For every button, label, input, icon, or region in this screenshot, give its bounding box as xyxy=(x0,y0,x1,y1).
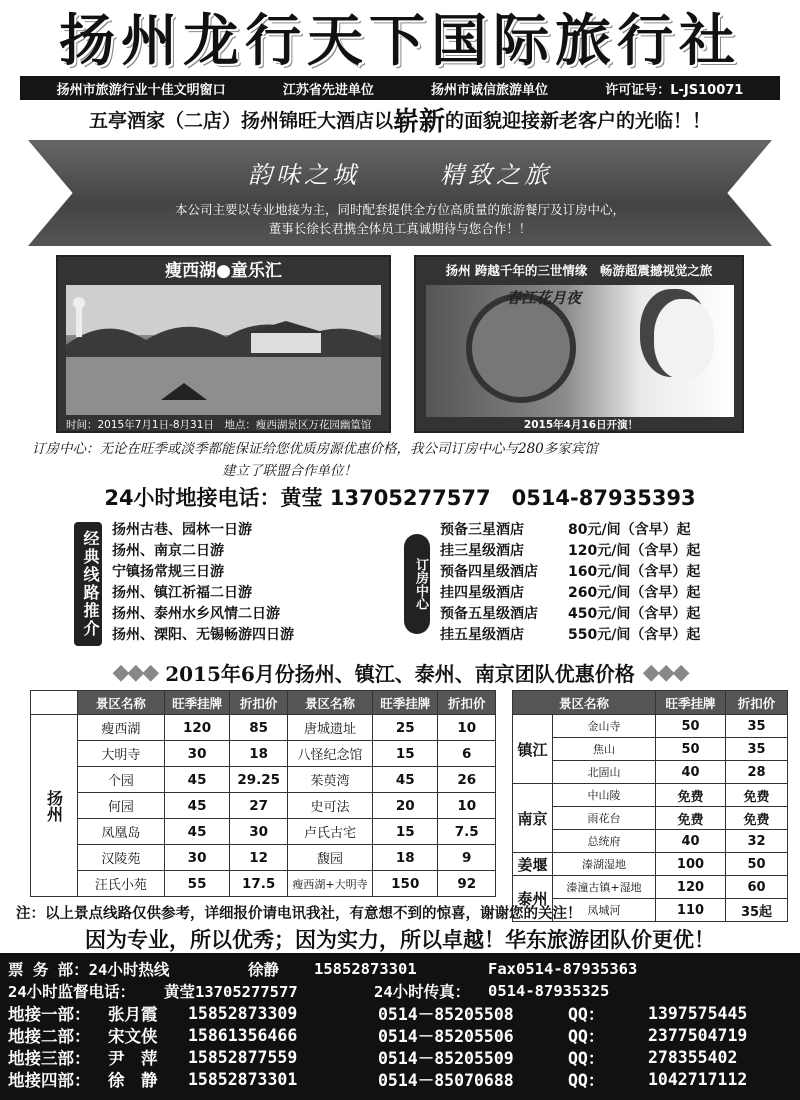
welcome-line xyxy=(10,104,790,137)
route-item: 扬州、南京二日游 xyxy=(112,543,224,559)
agency-title: 扬州龙行天下国际旅行社 xyxy=(59,8,741,74)
dept-contact-line xyxy=(8,1002,792,1024)
table-row xyxy=(31,793,496,819)
list-price-cell: 45 xyxy=(164,819,229,845)
dept-name: 尹 萍 xyxy=(108,1049,158,1068)
table-row xyxy=(513,807,788,830)
ticket-line xyxy=(8,958,792,980)
list-price-cell: 40 xyxy=(656,830,726,853)
cred-3: 扬州市诚信旅游单位 xyxy=(431,82,549,98)
city-cell: 姜堰 xyxy=(513,853,553,876)
credentials-bar xyxy=(20,76,780,100)
list-price-cell: 15 xyxy=(373,741,438,767)
ticket-label: 票 务 部：24小时热线 xyxy=(8,961,170,979)
cred-1: 扬州市旅游行业十佳文明窗口 xyxy=(56,82,226,98)
ticket-phone: 15852873301 xyxy=(314,960,417,978)
list-price-cell: 30 xyxy=(164,845,229,871)
routes-label: 经典线路推介 xyxy=(74,522,102,646)
dept-qq: QQ： xyxy=(568,1071,605,1090)
dept-contact-line xyxy=(8,1068,792,1090)
table-row xyxy=(31,819,496,845)
list-price-cell: 25 xyxy=(373,715,438,741)
promo-title: 2015年6月份扬州、镇江、泰州、南京团队优惠价格 xyxy=(165,661,635,686)
welcome-pre: 五亭酒家（二店）扬州锦旺大酒店以 xyxy=(88,109,393,132)
city-cell: 扬州 xyxy=(31,715,78,897)
discount-price-cell: 60 xyxy=(726,876,788,899)
routes-list xyxy=(112,520,294,646)
company-intro xyxy=(0,200,800,238)
intro-line-1: 本公司主要以专业地接为主，同时配套提供全方位高质量的旅游餐厅及订房中心， xyxy=(174,202,625,217)
hotel-price: 120元/间（含早）起 xyxy=(568,543,701,559)
regional-price-table xyxy=(512,690,788,922)
scenic-name-cell: 雨花台 xyxy=(553,807,656,830)
table-row xyxy=(31,845,496,871)
hotel-row xyxy=(440,520,700,541)
dept-qqn: 1397575445 xyxy=(648,1003,748,1023)
list-price-cell: 40 xyxy=(656,761,726,784)
scenic-name-cell: 溱湖湿地 xyxy=(553,853,656,876)
dept-mobile: 15861356466 xyxy=(188,1025,298,1045)
table-row xyxy=(513,830,788,853)
discount-price-cell: 10 xyxy=(438,715,496,741)
discount-price-cell: 12 xyxy=(230,845,288,871)
dept-qq: QQ： xyxy=(568,1005,605,1024)
scenic-name-cell: 总统府 xyxy=(553,830,656,853)
table-row xyxy=(31,871,496,897)
scenic-name-cell: 何园 xyxy=(78,793,165,819)
scenic-name-cell: 溱潼古镇+湿地 xyxy=(553,876,656,899)
photo-panel-left xyxy=(56,255,391,433)
photo-right-title: 扬州 跨越千年的三世情缘 畅游超震撼视觉之旅 xyxy=(445,263,713,278)
scenic-name-cell: 卢氏古宅 xyxy=(288,819,373,845)
discount-price-cell: 92 xyxy=(438,871,496,897)
dept-tel: 0514－85205508 xyxy=(378,1005,514,1024)
col-header: 旺季挂牌 xyxy=(164,691,229,715)
discount-price-cell: 6 xyxy=(438,741,496,767)
col-header: 景区名称 xyxy=(288,691,373,715)
city-cell: 泰州 xyxy=(513,876,553,922)
list-price-cell: 45 xyxy=(164,767,229,793)
discount-price-cell: 9 xyxy=(438,845,496,871)
list-price-cell: 免费 xyxy=(656,807,726,830)
footnote: 注：以上景点线路仅供参考，详细报价请电讯我社，有意想不到的惊喜，谢谢您的关注！ xyxy=(16,906,582,922)
dept-mobile: 15852873309 xyxy=(188,1003,298,1023)
hotel-price: 160元/间（含早）起 xyxy=(568,564,701,580)
list-price-cell: 45 xyxy=(164,793,229,819)
dept-qqn: 2377504719 xyxy=(648,1025,748,1045)
col-header: 景区名称 xyxy=(78,691,165,715)
supervise-phone: 黄莹13705277577 xyxy=(164,983,298,1001)
ticket-name: 徐静 xyxy=(248,961,280,979)
contact-block xyxy=(0,953,800,1100)
dept-contact-line xyxy=(8,1024,792,1046)
route-item: 扬州、镇江祈福二日游 xyxy=(112,585,252,601)
discount-price-cell: 50 xyxy=(726,853,788,876)
table-row xyxy=(513,738,788,761)
scenic-name-cell: 焦山 xyxy=(553,738,656,761)
city-cell: 镇江 xyxy=(513,715,553,784)
discount-price-cell: 10 xyxy=(438,793,496,819)
poster-title: 春江花月夜 xyxy=(506,289,582,307)
discount-price-cell: 17.5 xyxy=(230,871,288,897)
col-header: 折扣价 xyxy=(230,691,288,715)
list-price-cell: 50 xyxy=(656,738,726,761)
scenic-name-cell: 汪氏小苑 xyxy=(78,871,165,897)
photo-left-caption: 时间：2015年7月1日-8月31日 地点：瘦西湖景区万花园幽篁馆 xyxy=(66,419,372,431)
route-item: 扬州、溧阳、无锡畅游四日游 xyxy=(112,627,294,643)
col-header: 景区名称 xyxy=(513,691,656,715)
discount-price-cell: 免费 xyxy=(726,784,788,807)
lake-photo xyxy=(66,285,381,415)
table-row xyxy=(513,784,788,807)
discount-price-cell: 35起 xyxy=(726,899,788,922)
hotel-name: 预备三星酒店 xyxy=(440,522,524,538)
fax-label: 24小时传真： xyxy=(374,983,471,1001)
col-header: 折扣价 xyxy=(726,691,788,715)
dept-tel: 0514－85205509 xyxy=(378,1049,514,1068)
list-price-cell: 120 xyxy=(164,715,229,741)
table-row xyxy=(513,761,788,784)
hotel-name: 挂四星级酒店 xyxy=(440,585,524,601)
hotel-row xyxy=(440,625,700,646)
list-price-cell: 100 xyxy=(656,853,726,876)
hotel-price: 550元/间（含早）起 xyxy=(568,627,701,643)
scenic-name-cell: 大明寺 xyxy=(78,741,165,767)
hotel-row xyxy=(440,541,700,562)
moon-window xyxy=(466,293,576,403)
hotel-name: 预备四星级酒店 xyxy=(440,564,538,580)
table-header-row xyxy=(513,691,788,715)
supervise-label: 24小时监督电话： xyxy=(8,983,136,1001)
discount-price-cell: 26 xyxy=(438,767,496,793)
photo-left-title: 瘦西湖●童乐汇 xyxy=(165,261,282,281)
route-item: 扬州、泰州水乡风情二日游 xyxy=(112,606,280,622)
discount-price-cell: 28 xyxy=(726,761,788,784)
booking-center-note xyxy=(32,438,792,482)
scenic-name-cell: 北固山 xyxy=(553,761,656,784)
hotel-row xyxy=(440,562,700,583)
dept-qq: QQ： xyxy=(568,1027,605,1046)
list-price-cell: 55 xyxy=(164,871,229,897)
slogan xyxy=(0,155,800,190)
welcome-emphasis: 崭新 xyxy=(392,106,445,137)
discount-price-cell: 30 xyxy=(230,819,288,845)
dept-name: 张月霞 xyxy=(108,1005,158,1024)
scenic-name-cell: 八怪纪念馆 xyxy=(288,741,373,767)
dept-qq: QQ： xyxy=(568,1049,605,1068)
discount-price-cell: 7.5 xyxy=(438,819,496,845)
diamond-right-icon: ◆◆◆ xyxy=(642,659,688,685)
discount-price-cell: 35 xyxy=(726,715,788,738)
route-item: 扬州古巷、园林一日游 xyxy=(112,522,252,538)
scenic-name-cell: 瘦西湖+大明寺 xyxy=(288,871,373,897)
dept-name: 徐 静 xyxy=(108,1071,158,1090)
promo-heading xyxy=(0,657,800,687)
list-price-cell: 50 xyxy=(656,715,726,738)
col-header: 折扣价 xyxy=(438,691,496,715)
booking-line-2: 建立了联盟合作单位！ xyxy=(222,463,357,479)
scenic-name-cell: 馥园 xyxy=(288,845,373,871)
welcome-post: 的面貌迎接新老客户的光临！！ xyxy=(445,109,712,132)
performer-portrait xyxy=(654,299,714,379)
intro-line-2: 董事长徐长君携全体员工真诚期待与您合作！！ xyxy=(268,221,532,236)
dept-contact-line xyxy=(8,1046,792,1068)
discount-price-cell: 29.25 xyxy=(230,767,288,793)
scenic-name-cell: 汉陵苑 xyxy=(78,845,165,871)
fax-number: 0514-87935325 xyxy=(488,982,610,1000)
slogan-a: 韵味之城 xyxy=(248,161,360,189)
discount-price-cell: 27 xyxy=(230,793,288,819)
table-header-row xyxy=(31,691,496,715)
dept-dept: 地接一部： xyxy=(8,1005,91,1024)
dept-dept: 地接四部： xyxy=(8,1071,91,1090)
table-row xyxy=(31,741,496,767)
list-price-cell: 18 xyxy=(373,845,438,871)
motto: 因为专业，所以优秀；因为实力，所以卓越！华东旅游团队价更优！ xyxy=(85,927,715,952)
discount-price-cell: 35 xyxy=(726,738,788,761)
list-price-cell: 15 xyxy=(373,819,438,845)
hotel-price-list xyxy=(440,520,700,646)
dept-name: 宋文侠 xyxy=(108,1027,158,1046)
dept-qqn: 278355402 xyxy=(648,1047,738,1067)
scenic-name-cell: 个园 xyxy=(78,767,165,793)
table-row xyxy=(31,767,496,793)
license-number: 许可证号：L-JS10071 xyxy=(605,82,744,98)
dept-dept: 地接三部： xyxy=(8,1049,91,1068)
list-price-cell: 110 xyxy=(656,899,726,922)
dept-mobile: 15852877559 xyxy=(188,1047,298,1067)
scenic-name-cell: 中山陵 xyxy=(553,784,656,807)
hotel-price: 450元/间（含早）起 xyxy=(568,606,701,622)
list-price-cell: 150 xyxy=(373,871,438,897)
scenic-name-cell: 凤城河 xyxy=(553,899,656,922)
discount-price-cell: 32 xyxy=(726,830,788,853)
scenic-name-cell: 唐城遗址 xyxy=(288,715,373,741)
discount-price-cell: 85 xyxy=(230,715,288,741)
photo-panel-right xyxy=(414,255,744,433)
hotline: 24小时地接电话：黄莹 13705277577 0514-87935393 xyxy=(104,486,696,510)
discount-price-cell: 免费 xyxy=(726,807,788,830)
supervise-line xyxy=(8,980,792,1002)
route-item: 宁镇扬常规三日游 xyxy=(112,564,224,580)
col-header: 旺季挂牌 xyxy=(656,691,726,715)
scenic-name-cell: 史可法 xyxy=(288,793,373,819)
scenic-name-cell: 茱萸湾 xyxy=(288,767,373,793)
hotel-row xyxy=(440,604,700,625)
table-row xyxy=(513,715,788,738)
dept-dept: 地接二部： xyxy=(8,1027,91,1046)
yangzhou-price-table xyxy=(30,690,496,897)
table-row xyxy=(513,876,788,899)
scenic-name-cell: 金山寺 xyxy=(553,715,656,738)
list-price-cell: 30 xyxy=(164,741,229,767)
dept-tel: 0514－85205506 xyxy=(378,1027,514,1046)
photo-right-caption: 2015年4月16日开演！ xyxy=(523,419,639,431)
slogan-b: 精致之旅 xyxy=(440,161,552,189)
cred-2: 江苏省先进单位 xyxy=(282,82,374,98)
dept-qqn: 1042717112 xyxy=(648,1069,748,1089)
hotel-price: 260元/间（含早）起 xyxy=(568,585,701,601)
hotel-name: 预备五星级酒店 xyxy=(440,606,538,622)
list-price-cell: 免费 xyxy=(656,784,726,807)
show-poster xyxy=(426,285,734,417)
list-price-cell: 120 xyxy=(656,876,726,899)
booking-line-1: 订房中心：无论在旺季或淡季都能保证给您优质房源优惠价格，我公司订房中心与280多家宾馆 xyxy=(32,441,598,457)
lake-scene-illustration xyxy=(66,285,381,415)
col-header: 旺季挂牌 xyxy=(373,691,438,715)
scenic-name-cell: 瘦西湖 xyxy=(78,715,165,741)
dept-mobile: 15852873301 xyxy=(188,1069,298,1089)
discount-price-cell: 18 xyxy=(230,741,288,767)
dept-tel: 0514－85070688 xyxy=(378,1071,514,1090)
city-cell: 南京 xyxy=(513,784,553,853)
list-price-cell: 20 xyxy=(373,793,438,819)
table-row xyxy=(31,715,496,741)
list-price-cell: 45 xyxy=(373,767,438,793)
hotel-name: 挂三星级酒店 xyxy=(440,543,524,559)
scenic-name-cell: 凤凰岛 xyxy=(78,819,165,845)
hotel-price: 80元/间（含早）起 xyxy=(568,522,691,538)
table-row xyxy=(513,853,788,876)
ticket-fax: Fax0514-87935363 xyxy=(488,960,638,978)
hotel-name: 挂五星级酒店 xyxy=(440,627,524,643)
booking-center-label: 订房中心 xyxy=(404,534,430,634)
hotel-row xyxy=(440,583,700,604)
diamond-left-icon: ◆◆◆ xyxy=(112,659,158,685)
